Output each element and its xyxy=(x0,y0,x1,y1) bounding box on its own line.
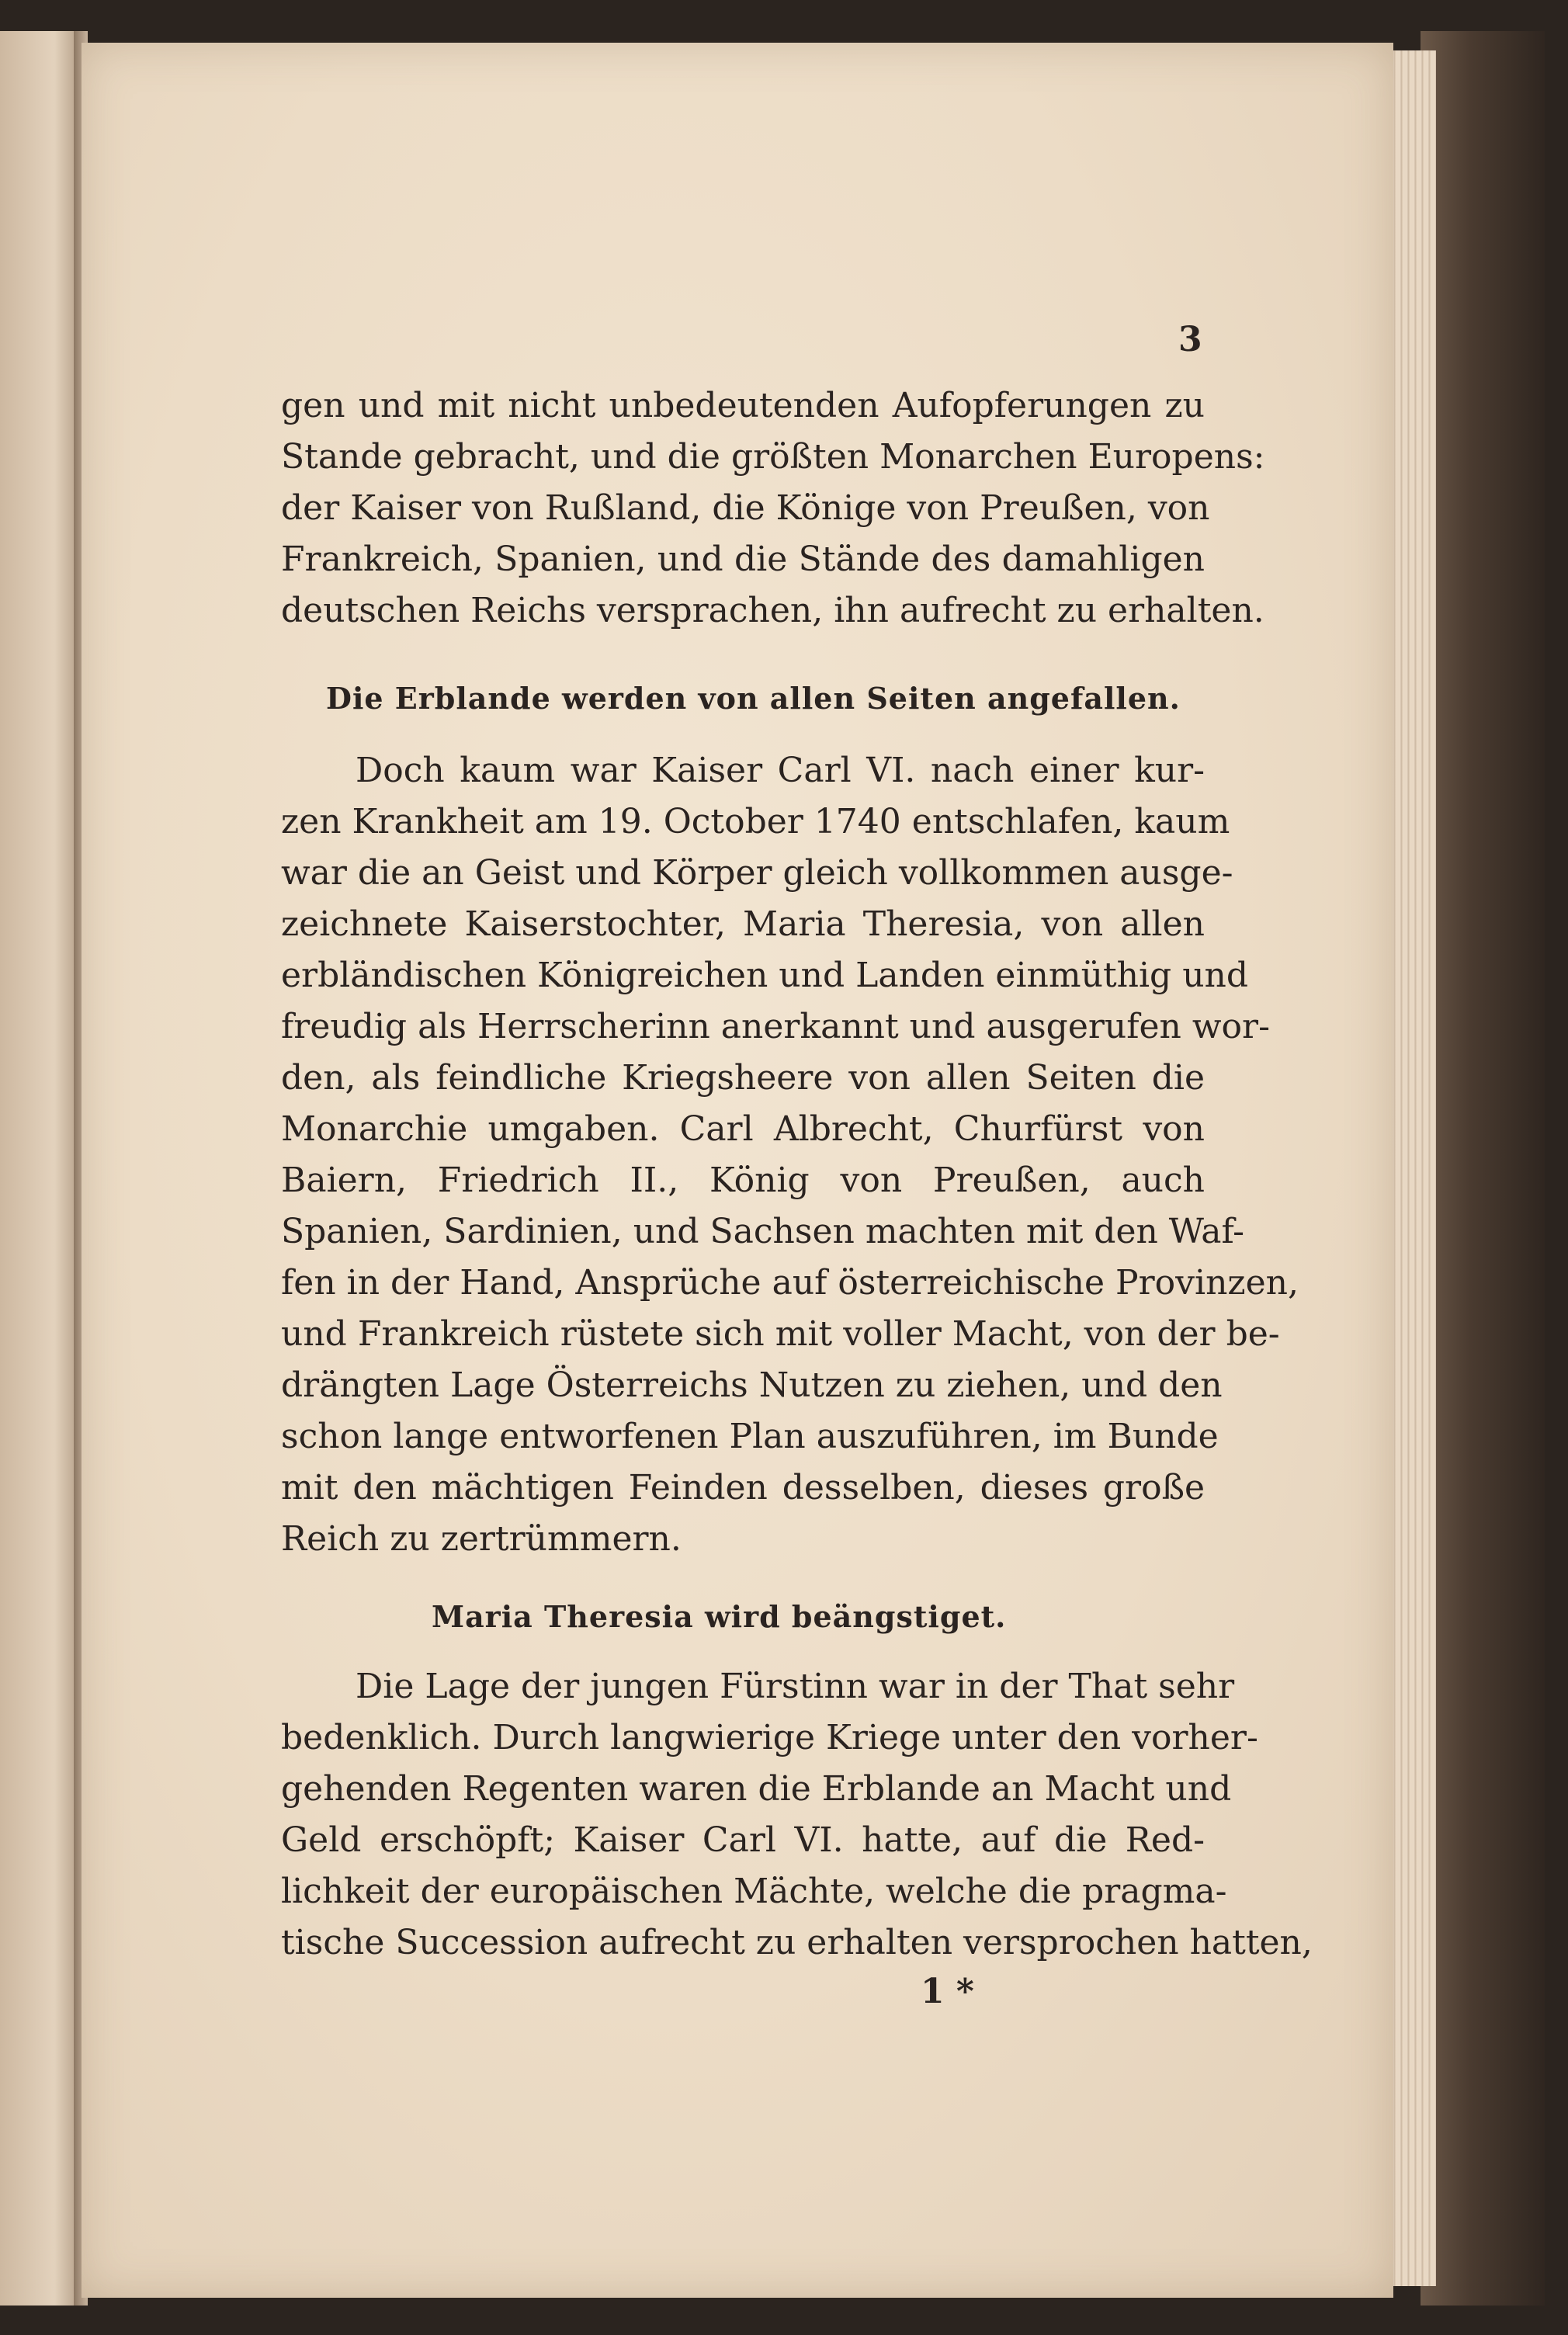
paragraph-3-line-6: tische Succession aufrecht zu erhalten versprochen hatten, xyxy=(281,1923,1313,1962)
paragraph-3-line-2: bedenklich. Durch langwierige Kriege unter den vorher- xyxy=(281,1718,1258,1757)
paragraph-2-line-6: freudig als Herrscherinn anerkannt und ausgerufen wor- xyxy=(281,1007,1270,1046)
paragraph-2-line-5: erbländischen Königreichen und Landen einmüthig und xyxy=(281,956,1249,995)
paragraph-2-line-14: schon lange entworfenen Plan auszuführen, im Bunde xyxy=(281,1417,1219,1456)
book-cover-edge xyxy=(1421,31,1545,2306)
page-number: 3 xyxy=(1178,320,1202,359)
paragraph-1-line-1: gen und mit nicht unbedeutenden Aufopferungen zu xyxy=(281,386,1205,425)
paragraph-2-line-10: Spanien, Sardinien, und Sachsen machten mit den Waf- xyxy=(281,1212,1245,1251)
section-heading-erblande: Die Erblande werden von allen Seiten angefallen. xyxy=(326,681,1181,716)
paragraph-2-line-15: mit den mächtigen Feinden desselben, dieses große xyxy=(281,1468,1205,1508)
paragraph-1-line-2: Stande gebracht, und die größten Monarchen Europens: xyxy=(281,437,1265,477)
paragraph-2-line-11: fen in der Hand, Ansprüche auf österreichische Provinzen, xyxy=(281,1263,1299,1303)
paragraph-1-line-5: deutschen Reichs versprachen, ihn aufrecht zu erhalten. xyxy=(281,591,1264,630)
signature-mark: 1 * xyxy=(921,1972,974,2011)
paragraph-3-line-4: Geld erschöpft; Kaiser Carl VI. hatte, auf die Red- xyxy=(281,1820,1205,1860)
paragraph-3-line-1: Die Lage der jungen Fürstinn war in der That sehr xyxy=(356,1667,1235,1706)
paragraph-2-line-8: Monarchie umgaben. Carl Albrecht, Churfürst von xyxy=(281,1109,1205,1149)
section-heading-maria-theresia: Maria Theresia wird beängstiget. xyxy=(432,1599,1007,1634)
paragraph-2-line-3: war die an Geist und Körper gleich vollkommen ausge- xyxy=(281,853,1233,893)
paragraph-2-line-16: Reich zu zertrümmern. xyxy=(281,1519,682,1559)
paragraph-2-line-4: zeichnete Kaiserstochter, Maria Theresia, von allen xyxy=(281,904,1205,944)
paragraph-1-line-4: Frankreich, Spanien, und die Stände des damahligen xyxy=(281,540,1205,579)
paragraph-2-line-7: den, als feindliche Kriegsheere von allen Seiten die xyxy=(281,1058,1205,1098)
paragraph-2-line-13: drängten Lage Österreichs Nutzen zu ziehen, und den xyxy=(281,1365,1223,1405)
paragraph-2-line-2: zen Krankheit am 19. October 1740 entschlafen, kaum xyxy=(281,802,1230,841)
paragraph-2-line-9: Baiern, Friedrich II., König von Preußen, auch xyxy=(281,1161,1205,1200)
left-page-edge xyxy=(0,31,78,2306)
paragraph-3-line-3: gehenden Regenten waren die Erblande an Macht und xyxy=(281,1769,1232,1809)
paragraph-3-line-5: lichkeit der europäischen Mächte, welche die pragma- xyxy=(281,1872,1227,1911)
paragraph-1-line-3: der Kaiser von Rußland, die Könige von Preußen, von xyxy=(281,488,1210,528)
paragraph-2-line-1: Doch kaum war Kaiser Carl VI. nach einer kur- xyxy=(356,751,1205,790)
paragraph-2-line-12: und Frankreich rüstete sich mit voller Macht, von der be- xyxy=(281,1314,1280,1354)
